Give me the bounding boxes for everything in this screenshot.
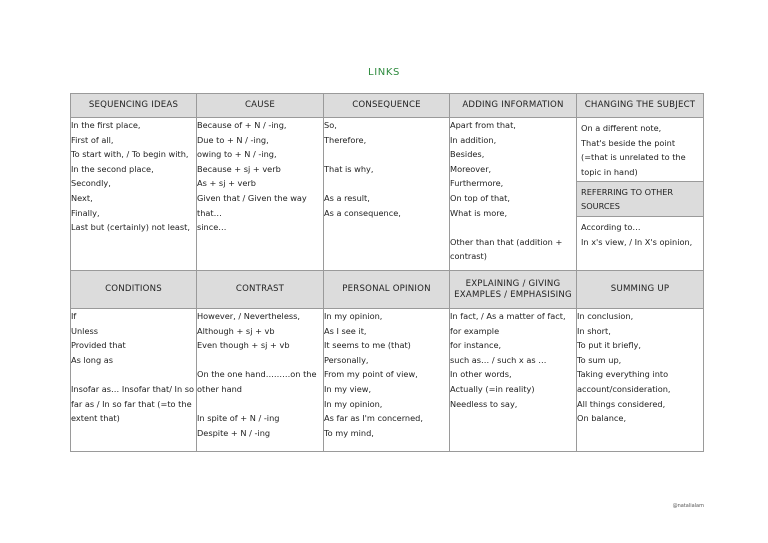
list-item: Personally, <box>324 354 369 365</box>
content-row-1 <box>71 118 704 271</box>
list-item: Insofar as… Insofar that/ In so far as / In so far that (=to the extent that) <box>71 383 195 424</box>
header-summing-up: SUMMING UP <box>577 271 704 309</box>
list-item: That's beside the point (=that is unrelated to the topic in hand) <box>581 137 686 177</box>
list-item: On balance, <box>577 413 627 424</box>
list-item: In spite of + N / -ing <box>197 413 280 424</box>
list-item: What is more, <box>450 207 508 218</box>
list-item: As far as I'm concerned, <box>324 413 423 424</box>
opinion-cell <box>324 309 450 452</box>
list-item: As + sj + verb <box>197 178 256 189</box>
referring-sources-block <box>577 217 703 251</box>
list-item: Secondly, <box>71 178 111 189</box>
list-item: From my point of view, <box>324 369 418 380</box>
list-item: Despite + N / -ing <box>197 427 271 438</box>
adding-cell <box>450 118 577 271</box>
list-item: Provided that <box>71 340 126 351</box>
list-item: Furthermore, <box>450 178 504 189</box>
spacer <box>71 367 196 382</box>
list-item: Even though + sj + vb <box>197 340 290 351</box>
list-item: Unless <box>71 325 99 336</box>
list-item: As a result, <box>324 192 370 203</box>
changing-subject-block <box>577 118 703 181</box>
header-row-1 <box>71 94 704 118</box>
header-row-2 <box>71 271 704 309</box>
list-item: In my opinion, <box>324 311 383 321</box>
spacer <box>197 397 323 412</box>
list-item: In short, <box>577 325 611 336</box>
page-title: LINKS <box>368 67 400 78</box>
list-item: since… <box>197 222 227 233</box>
list-item: Needless to say, <box>450 398 518 409</box>
list-item: As a consequence, <box>324 207 401 218</box>
spacer <box>197 353 323 368</box>
list-item: As I see it, <box>324 325 367 336</box>
list-item: However, / Nevertheless, <box>197 311 301 321</box>
header-sequencing: SEQUENCING IDEAS <box>71 94 197 118</box>
spacer <box>324 147 449 162</box>
list-item: Next, <box>71 192 93 203</box>
list-item: Given that / Given the way that… <box>197 192 307 218</box>
list-item: First of all, <box>71 134 114 145</box>
spacer <box>450 220 576 235</box>
list-item: In fact, / As a matter of fact, <box>450 311 566 321</box>
list-item: Apart from that, <box>450 120 516 130</box>
list-item: That is why, <box>324 163 374 174</box>
list-item: In the second place, <box>71 163 154 174</box>
list-item: In my opinion, <box>324 398 383 409</box>
summing-cell <box>577 309 704 452</box>
list-item: On the one hand………on the other hand <box>197 369 317 394</box>
list-item: owing to + N / -ing, <box>197 149 277 160</box>
list-item: As long as <box>71 354 114 365</box>
list-item: Besides, <box>450 149 485 160</box>
cause-cell <box>197 118 324 271</box>
list-item: All things considered, <box>577 398 666 409</box>
sequencing-cell <box>71 118 197 271</box>
list-item: Other than that (addition + contrast) <box>450 236 563 262</box>
list-item: such as… / such x as … <box>450 354 547 365</box>
list-item: for example <box>450 325 500 336</box>
list-item: In x's view, / In X's opinion, <box>581 236 693 247</box>
list-item: In other words, <box>450 369 512 380</box>
list-item: So, <box>324 120 337 130</box>
consequence-cell <box>324 118 450 271</box>
header-cause: CAUSE <box>197 94 324 118</box>
list-item: Finally, <box>71 207 100 218</box>
links-table <box>70 93 704 452</box>
header-contrast: CONTRAST <box>197 271 324 309</box>
list-item: Last but (certainly) not least, <box>71 222 190 233</box>
list-item: It seems to me (that) <box>324 340 411 351</box>
list-item: In addition, <box>450 134 497 145</box>
list-item: If <box>71 311 77 321</box>
list-item: In the first place, <box>71 120 141 130</box>
header-conditions: CONDITIONS <box>71 271 197 309</box>
header-changing: CHANGING THE SUBJECT <box>577 94 704 118</box>
contrast-cell <box>197 309 324 452</box>
changing-cell <box>577 118 704 271</box>
list-item: To sum up, <box>577 354 622 365</box>
list-item: Moreover, <box>450 163 492 174</box>
list-item: To put it briefly, <box>577 340 641 351</box>
header-adding: ADDING INFORMATION <box>450 94 577 118</box>
list-item: Because of + N / -ing, <box>197 120 287 130</box>
header-consequence: CONSEQUENCE <box>324 94 450 118</box>
watermark: @natalialam <box>672 503 704 509</box>
list-item: Therefore, <box>324 134 367 145</box>
list-item: Actually (=in reality) <box>450 383 535 394</box>
list-item: On top of that, <box>450 192 510 203</box>
list-item: Because + sj + verb <box>197 163 281 174</box>
list-item: To start with, / To begin with, <box>71 149 189 160</box>
explaining-cell <box>450 309 577 452</box>
list-item: In my view, <box>324 383 372 394</box>
list-item: According to… <box>581 222 641 233</box>
list-item: Although + sj + vb <box>197 325 275 336</box>
content-row-2 <box>71 309 704 452</box>
list-item: for instance, <box>450 340 502 351</box>
spacer <box>324 176 449 191</box>
list-item: To my mind, <box>324 427 374 438</box>
header-personal-opinion: PERSONAL OPINION <box>324 271 450 309</box>
header-explaining: EXPLAINING / GIVING EXAMPLES / EMPHASISING <box>450 271 577 309</box>
referring-sources-header: REFERRING TO OTHER SOURCES <box>577 181 703 217</box>
list-item: Due to + N / -ing, <box>197 134 269 145</box>
conditions-cell <box>71 309 197 452</box>
list-item: On a different note, <box>581 123 662 133</box>
list-item: In conclusion, <box>577 311 634 321</box>
list-item: Taking everything into account/consideration, <box>577 369 671 394</box>
